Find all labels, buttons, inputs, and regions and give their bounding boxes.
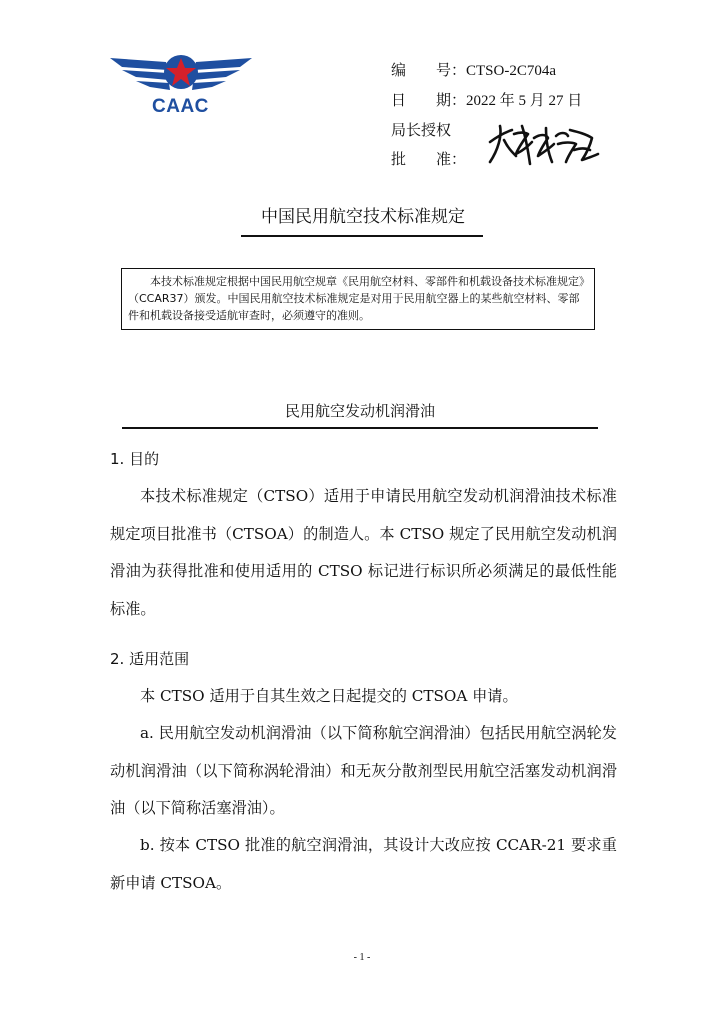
section-paragraph: a. 民用航空发动机润滑油（以下简称航空润滑油）包括民用航空涡轮发动机润滑油（以下简称涡轮滑油）和无灰分散剂型民用航空活塞发动机润滑油（以下简称活塞滑油）。 — [110, 724, 617, 817]
title-underline — [241, 235, 483, 237]
date-label: 日 期： — [391, 91, 467, 109]
document-title-underline — [122, 427, 598, 429]
section-paragraph: 本技术标准规定（CTSO）适用于申请民用航空发动机润滑油技术标准规定项目批准书（CTSOA）的制造人。本 CTSO 规定了民用航空发动机润滑油为获得批准和使用适用的 CTSO 标记进行标识所必须满足的最低性能标准。 — [110, 487, 617, 618]
document-title: 民用航空发动机润滑油 — [284, 402, 435, 420]
notice-box: 本技术标准规定根据中国民用航空规章《民用航空材料、零部件和机载设备技术标准规定》（CCAR37）颁发。中国民用航空技术标准规定是对用于民用航空器上的某些航空材料、零部件和机载设备接受适航审查时，必须遵守的准则。 — [121, 268, 595, 330]
document-date — [391, 90, 582, 111]
section-paragraph: b. 按本 CTSO 批准的航空润滑油，其设计大改应按 CCAR-21 要求重新申请 CTSOA。 — [110, 836, 617, 892]
signature — [486, 120, 600, 170]
document-number — [391, 60, 556, 81]
approval-label-line2: 批 准： — [391, 150, 467, 168]
section-heading-scope: 2. 适用范围 — [110, 650, 190, 668]
regulation-title: 中国民用航空技术标准规定 — [261, 207, 465, 227]
winged-star-emblem — [108, 50, 254, 96]
section-paragraph: 本 CTSO 适用于自其生效之日起提交的 CTSOA 申请。 — [140, 687, 518, 705]
section-heading-purpose: 1. 目的 — [110, 450, 160, 468]
date-value: 2022 年 5 月 27 日 — [466, 93, 583, 109]
number-label: 编 号： — [391, 61, 467, 79]
approval-label-line1: 局长授权 — [391, 121, 452, 139]
page-number: - 1 - — [353, 952, 371, 963]
logo-text: CAAC — [152, 96, 209, 117]
number-value: CTSO-2C704a — [466, 63, 557, 79]
